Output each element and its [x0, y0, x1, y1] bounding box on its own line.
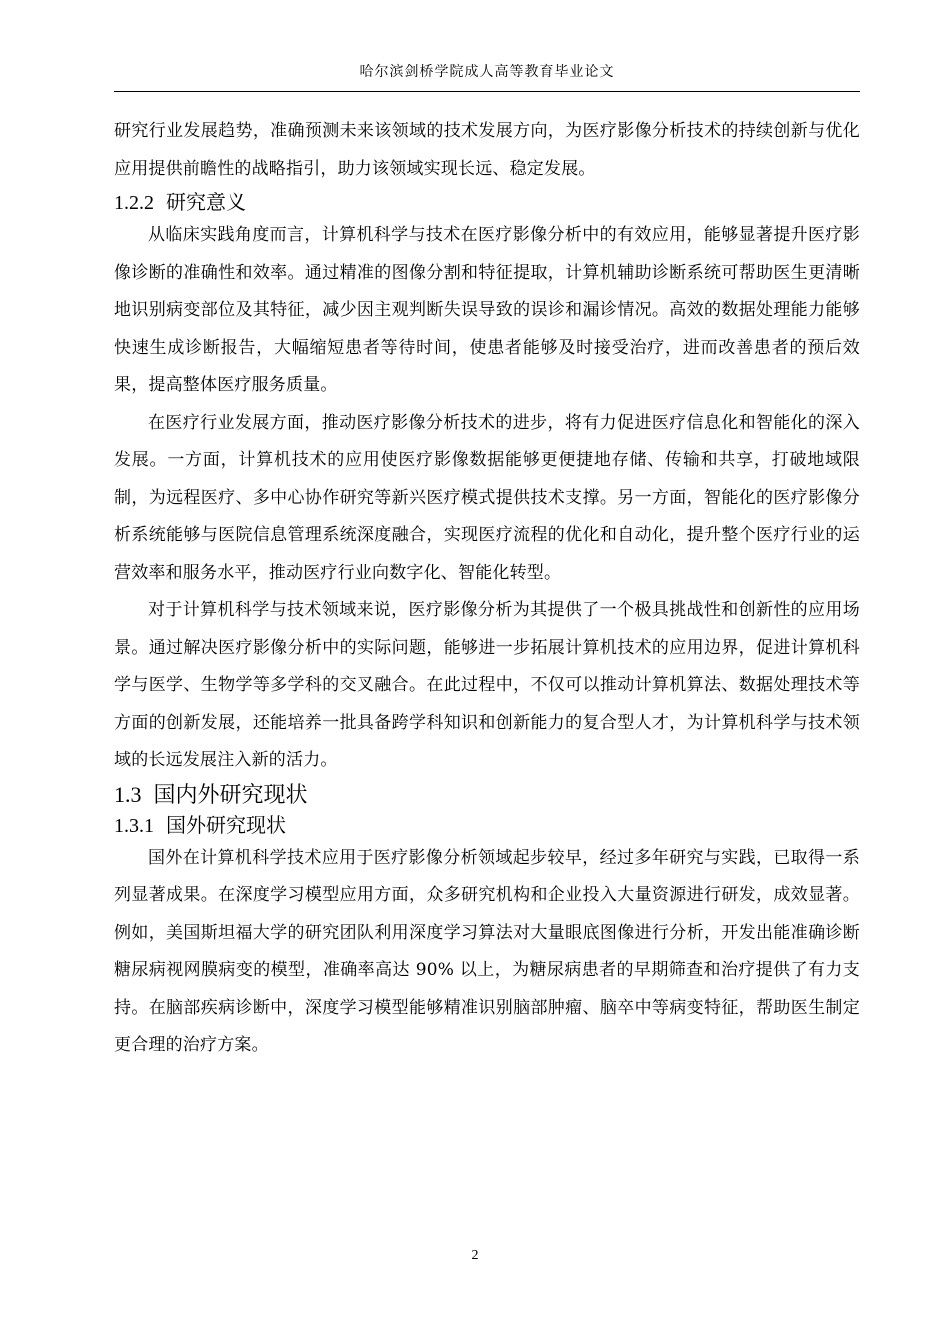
body-paragraph: 在医疗行业发展方面，推动医疗影像分析技术的进步，将有力促进医疗信息化和智能化的深入发展。一方面，计算机技术的应用使医疗影像数据能够更便捷地存储、传输和共享，打破地域限制，为远程医疗、多中心协作研究等新兴医疗模式提供技术支撑。另一方面，智能化的医疗影像分析系统能够与医院信息管理系统深度融合，实现医疗流程的优化和自动化，提升整个医疗行业的运营效率和服务水平，推动医疗行业向数字化、智能化转型。 — [114, 412, 860, 583]
section-number: 1.2.2 — [114, 192, 154, 214]
section-number: 1.3 — [114, 781, 142, 807]
section-title: 研究意义 — [166, 190, 246, 214]
body-paragraph: 国外在计算机科学技术应用于医疗影像分析领域起步较早，经过多年研究与实践，已取得一系列显著成果。在深度学习模型应用方面，众多研究机构和企业投入大量资源进行研发，成效显著。例如，美国斯坦福大学的研究团队利用深度学习算法对大量眼底图像进行分析，开发出能准确诊断糖尿病视网膜病变的模型，准确率高达 90% 以上，为糖尿病患者的早期筛查和治疗提供了有力支持。在脑部疾病诊断中，深度学习模型能够精准识别脑部肿瘤、脑卒中等病变特征，帮助医生制定更合理的治疗方案。 — [114, 847, 860, 1055]
section-number: 1.3.1 — [114, 814, 154, 837]
section-heading-1-3-1 — [114, 811, 860, 840]
section-heading-1-3 — [114, 780, 860, 811]
header-rule — [114, 91, 860, 92]
body-paragraph: 从临床实践角度而言，计算机科学与技术在医疗影像分析中的有效应用，能够显著提升医疗影像诊断的准确性和效率。通过精准的图像分割和特征提取，计算机辅助诊断系统可帮助医生更清晰地识别病变部位及其特征，减少因主观判断失误导致的误诊和漏诊情况。高效的数据处理能力能够快速生成诊断报告，大幅缩短患者等待时间，使患者能够及时接受治疗，进而改善患者的预后效果，提高整体医疗服务质量。 — [114, 225, 860, 395]
body-paragraph: 对于计算机科学与技术领域来说，医疗影像分析为其提供了一个极具挑战性和创新性的应用场景。通过解决医疗影像分析中的实际问题，能够进一步拓展计算机技术的应用边界，促进计算机科学与医学、生物学等多学科的交叉融合。在此过程中，不仅可以推动计算机算法、数据处理技术等方面的创新发展，还能培养一批具备跨学科知识和创新能力的复合型人才，为计算机科学与技术领域的长远发展注入新的活力。 — [114, 600, 860, 770]
section-title: 国内外研究现状 — [153, 782, 308, 808]
section-heading-1-2-2 — [114, 188, 860, 217]
section-title: 国外研究现状 — [166, 812, 286, 837]
running-header: 哈尔滨剑桥学院成人高等教育毕业论文 — [359, 64, 615, 80]
page-number: 2 — [471, 1248, 479, 1263]
intro-paragraph: 研究行业发展趋势，准确预测未来该领域的技术发展方向，为医疗影像分析技术的持续创新与优化应用提供前瞻性的战略指引，助力该领域实现长远、稳定发展。 — [114, 121, 860, 179]
page-body — [114, 113, 860, 1065]
